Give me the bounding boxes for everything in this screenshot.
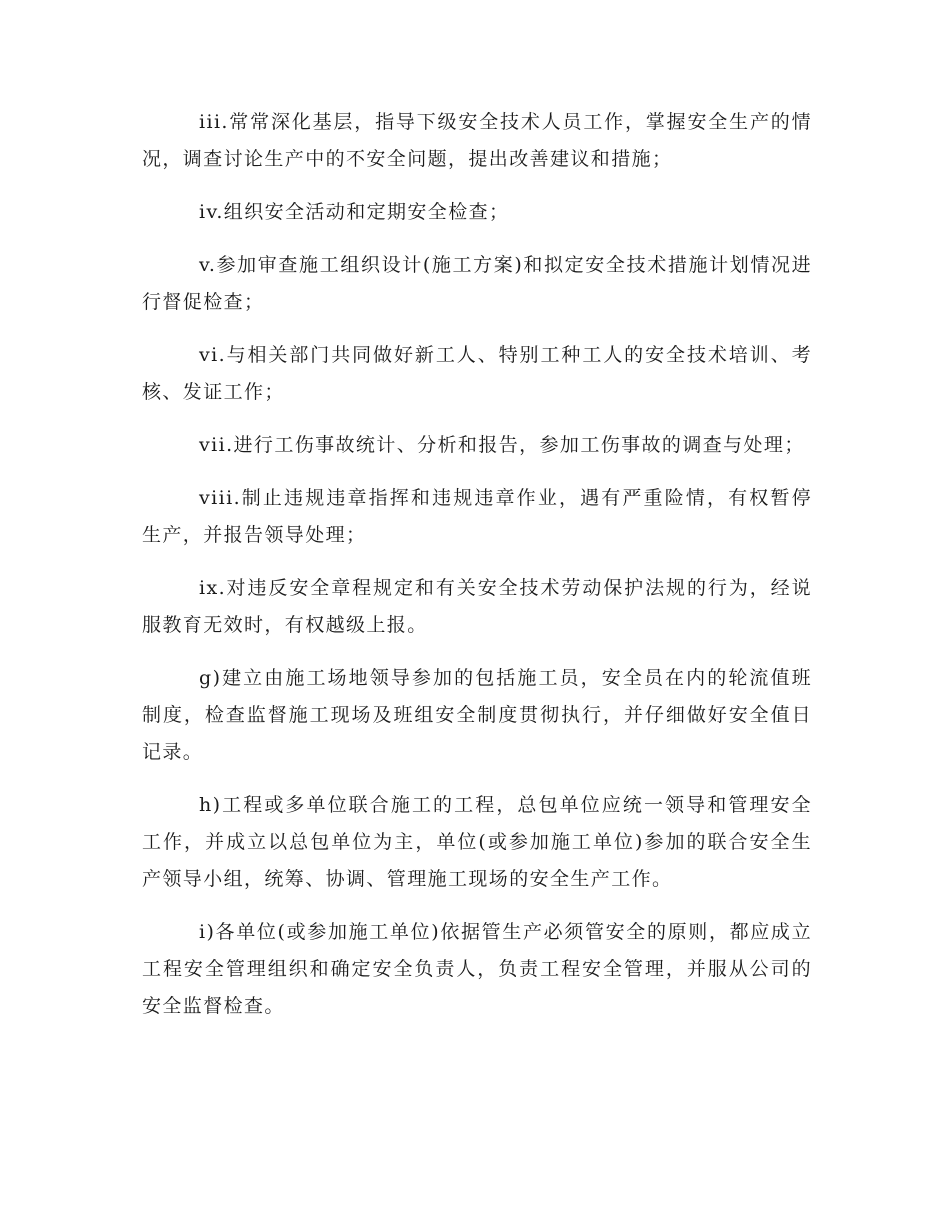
paragraph-iii: iii.常常深化基层，指导下级安全技术人员工作，掌握安全生产的情况，调查讨论生产中的不安全问题，提出改善建议和措施； <box>142 111 812 170</box>
paragraph-v: v.参加审查施工组织设计(施工方案)和拟定安全技术措施计划情况进行督促检查； <box>142 254 812 313</box>
paragraph-viii: viii.制止违规违章指挥和违规违章作业，遇有严重险情，有权暂停生产，并报告领导处理； <box>142 487 812 546</box>
paragraph-h: h)工程或多单位联合施工的工程，总包单位应统一领导和管理安全工作，并成立以总包单位为主，单位(或参加施工单位)参加的联合安全生产领导小组，统筹、协调、管理施工现场的安全生产工作。 <box>142 794 812 890</box>
paragraph-iv: iv.组织安全活动和定期安全检查； <box>199 201 510 223</box>
document-body <box>142 104 812 1041</box>
paragraph-g: g)建立由施工场地领导参加的包括施工员，安全员在内的轮流值班制度，检查监督施工现场及班组安全制度贯彻执行，并仔细做好安全值日记录。 <box>142 667 812 763</box>
paragraph-i: i)各单位(或参加施工单位)依据管生产必须管安全的原则，都应成立工程安全管理组织和确定安全负责人，负责工程安全管理，并服从公司的安全监督检查。 <box>142 921 812 1017</box>
paragraph-vii: vii.进行工伤事故统计、分析和报告，参加工伤事故的调查与处理； <box>199 434 805 456</box>
paragraph-vi: vi.与相关部门共同做好新工人、特别工种工人的安全技术培训、考核、发证工作； <box>142 344 812 403</box>
paragraph-ix: ix.对违反安全章程规定和有关安全技术劳动保护法规的行为，经说服教育无效时，有权越级上报。 <box>142 577 812 636</box>
